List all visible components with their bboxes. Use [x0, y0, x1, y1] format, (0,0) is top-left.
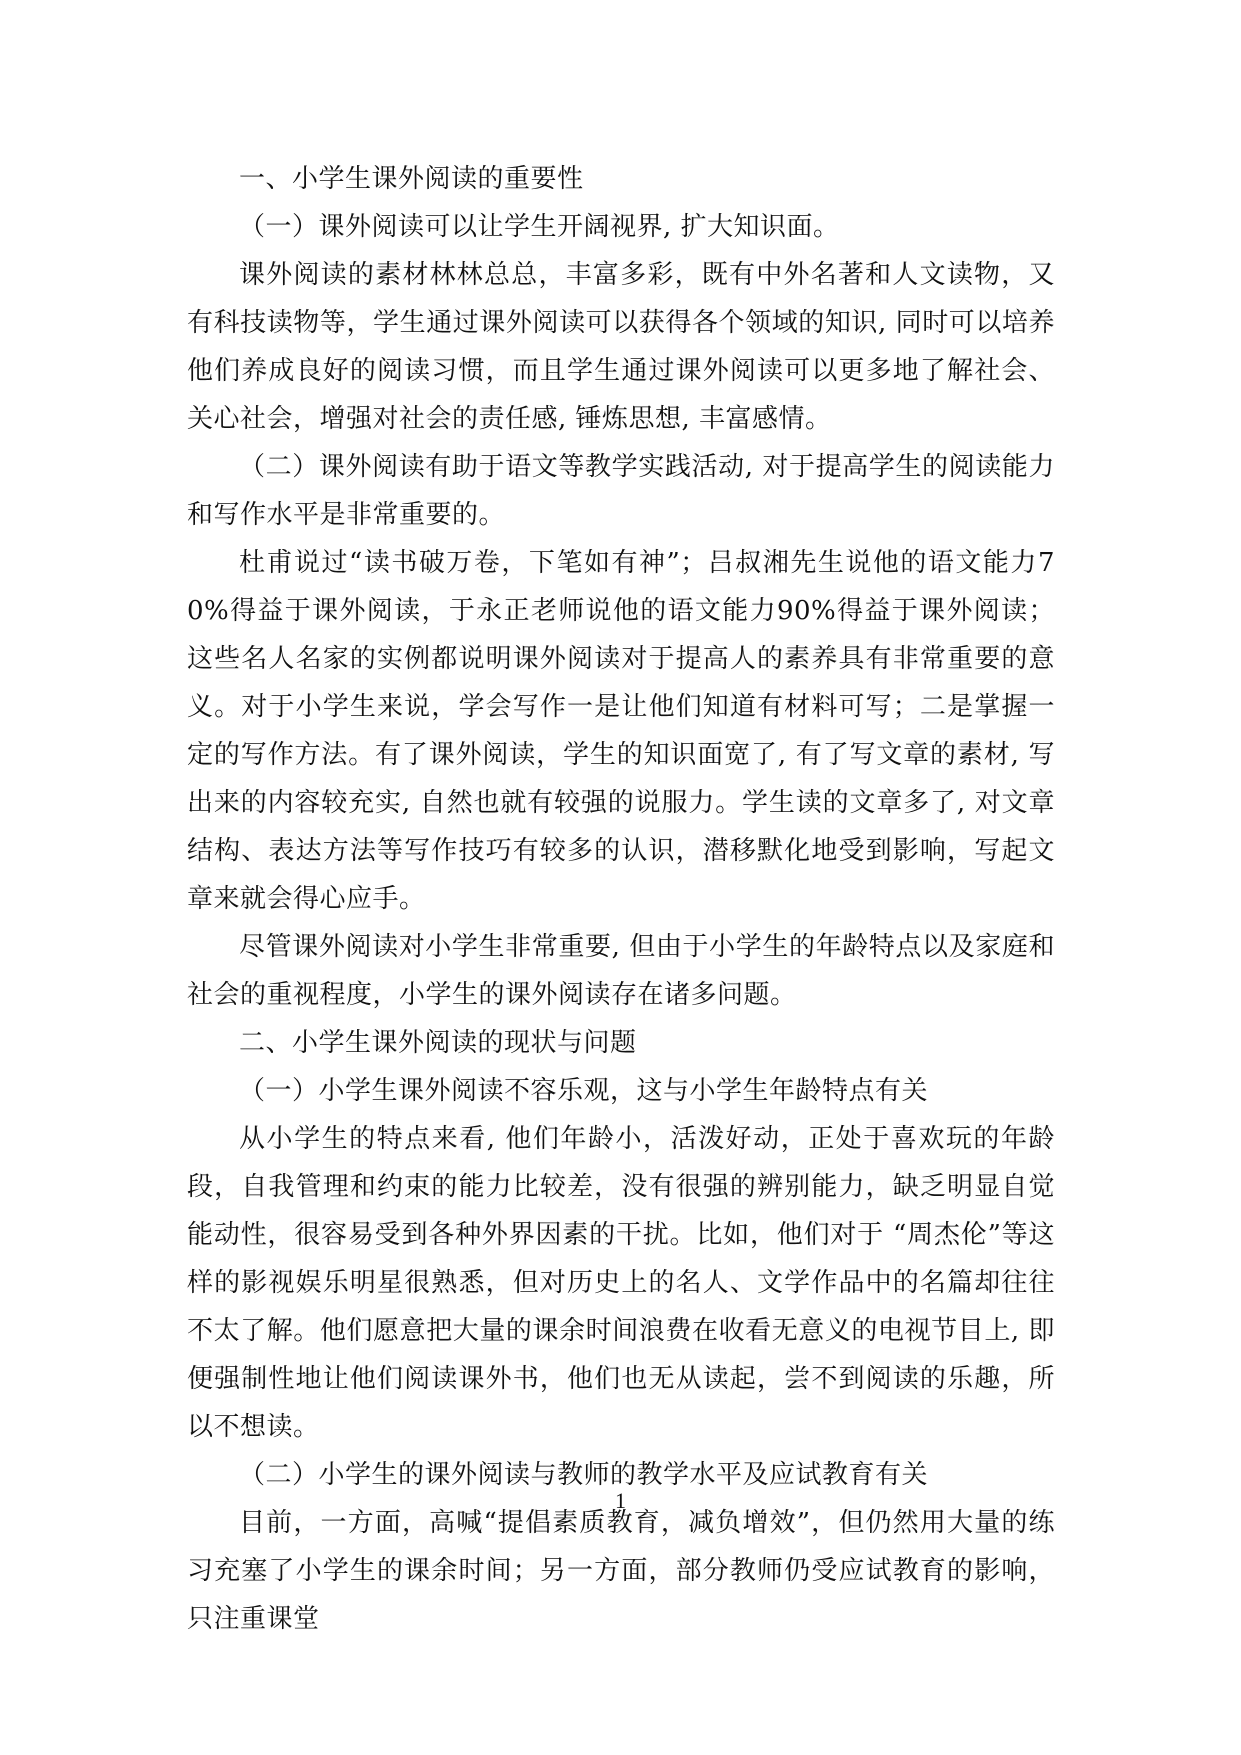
section-heading-2: 二、小学生课外阅读的现状与问题	[239, 1028, 637, 1058]
body-paragraph: 尽管课外阅读对小学生非常重要, 但由于小学生的年龄特点以及家庭和社会的重视程度，小学生的课外阅读存在诸多问题。	[187, 932, 1055, 1010]
subsection-heading-1-1: （一）课外阅读可以让学生开阔视界, 扩大知识面。	[239, 212, 840, 242]
body-paragraph: 课外阅读的素材林林总总，丰富多彩，既有中外名著和人文读物，又有科技读物等，学生通过课外阅读可以获得各个领域的知识, 同时可以培养他们养成良好的阅读习惯，而且学生通过课外阅读可以更多地了解社会、关心社会，增强对社会的责任感, 锤炼思想, 丰富感情。	[187, 260, 1055, 434]
page-number: 1	[615, 1488, 626, 1513]
subsection-heading-2-1: （一）小学生课外阅读不容乐观，这与小学生年龄特点有关	[239, 1076, 929, 1106]
subsection-heading-1-2: （二）课外阅读有助于语文等教学实践活动, 对于提高学生的阅读能力和写作水平是非常重要的。	[187, 452, 1055, 530]
body-paragraph: 从小学生的特点来看, 他们年龄小，活泼好动，正处于喜欢玩的年龄段，自我管理和约束的能力比较差，没有很强的辨别能力，缺乏明显自觉能动性，很容易受到各种外界因素的干扰。比如，他们对于 “周杰伦”等这样的影视娱乐明星很熟悉，但对历史上的名人、文学作品中的名篇却往往不太了解。他们愿意把大量的课余时间浪费在收看无意义的电视节目上, 即便强制性地让他们阅读课外书，他们也无从读起，尝不到阅读的乐趣，所以不想读。	[187, 1124, 1055, 1442]
body-paragraph: 目前，一方面，高喊“提倡素质教育，减负增效”，但仍然用大量的练习充塞了小学生的课余时间；另一方面，部分教师仍受应试教育的影响，只注重课堂	[187, 1508, 1055, 1634]
subsection-heading-2-2: （二）小学生的课外阅读与教师的教学水平及应试教育有关	[239, 1460, 929, 1490]
section-heading-1: 一、小学生课外阅读的重要性	[239, 164, 584, 194]
document-body	[187, 155, 1055, 1643]
body-paragraph: 杜甫说过“读书破万卷，下笔如有神”；吕叔湘先生说他的语文能力70%得益于课外阅读，于永正老师说他的语文能力90%得益于课外阅读；这些名人名家的实例都说明课外阅读对于提高人的素养具有非常重要的意义。对于小学生来说，学会写作一是让他们知道有材料可写；二是掌握一定的写作方法。有了课外阅读，学生的知识面宽了, 有了写文章的素材, 写出来的内容较充实, 自然也就有较强的说服力。学生读的文章多了, 对文章结构、表达方法等写作技巧有较多的认识，潜移默化地受到影响，写起文章来就会得心应手。	[187, 548, 1055, 914]
